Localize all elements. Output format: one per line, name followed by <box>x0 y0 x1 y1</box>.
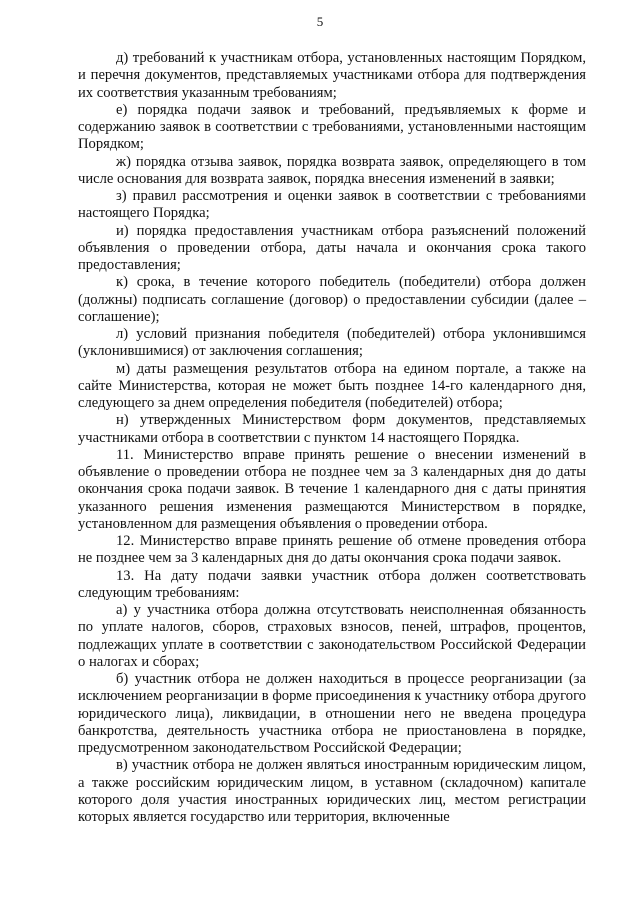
paragraph-item-m: м) даты размещения результатов отбора на едином портале, а также на сайте Министерства, которая не может быть позднее 14-го календарного дня, следующего за днем определения победителя (победителей) отбора; <box>78 360 586 411</box>
paragraph-clause-11: 11. Министерство вправе принять решение о внесении изменений в объявление о проведении отбора не позднее чем за 3 календарных дня до даты окончания срока подачи заявок. В течение 1 календарного дня с даты принятия указанного решения изменения размещаются Министерством в порядке, установленном для размещения объявления о проведении отбора. <box>78 446 586 532</box>
paragraph-item-k: к) срока, в течение которого победитель (победители) отбора должен (должны) подписать соглашение (договор) о предоставлении субсидии (далее – соглашение); <box>78 274 586 325</box>
paragraph-item-d: д) требований к участникам отбора, установленных настоящим Порядком, и перечня документов, представляемых участниками отбора для подтверждения их соответствия указанным требованиям; <box>78 50 586 101</box>
paragraph-clause-12: 12. Министерство вправе принять решение об отмене проведения отбора не позднее чем за 3 календарных дня до даты окончания срока подачи заявок. <box>78 533 586 567</box>
paragraph-requirement-a: а) у участника отбора должна отсутствовать неисполненная обязанность по уплате налогов, сборов, страховых взносов, пеней, штрафов, процентов, подлежащих уплате в соответствии с законодательством Российской Федерации о налогах и сборах; <box>78 602 586 670</box>
paragraph-item-e: е) порядка подачи заявок и требований, предъявляемых к форме и содержанию заявок в соответствии с требованиями, установленными настоящим Порядком; <box>78 101 586 153</box>
paragraph-item-z: з) правил рассмотрения и оценки заявок в соответствии с требованиями настоящего Порядка; <box>78 188 586 222</box>
paragraph-requirement-v: в) участник отбора не должен являться иностранным юридическим лицом, а также российским юридическим лицом, в уставном (складочном) капитале которого доля участия иностранных юридических лиц, местом регистрации которых является государство или территория, включенные <box>78 757 586 825</box>
paragraph-item-zh: ж) порядка отзыва заявок, порядка возврата заявок, определяющего в том числе основания для возврата заявок, порядка внесения изменений в заявки; <box>78 153 586 187</box>
paragraph-item-l: л) условий признания победителя (победителей) отбора уклонившимся (уклонившимися) от заключения соглашения; <box>78 326 586 360</box>
paragraph-requirement-b: б) участник отбора не должен находиться в процессе реорганизации (за исключением реорганизации в форме присоединения к участнику отбора другого юридического лица), ликвидации, в отношении него не введена процедура банкротства, деятельность участника отбора не приостановлена в порядке, предусмотренном законодательством Российской Федерации; <box>78 671 586 756</box>
paragraph-item-i: и) порядка предоставления участникам отбора разъяснений положений объявления о проведении отбора, даты начала и окончания срока такого предоставления; <box>78 222 586 273</box>
paragraph-item-n: н) утвержденных Министерством форм документов, представляемых участниками отбора в соответствии с пунктом 14 настоящего Порядка. <box>78 412 586 446</box>
page-number: 5 <box>316 14 324 29</box>
paragraph-clause-13: 13. На дату подачи заявки участник отбора должен соответствовать следующим требованиям: <box>78 567 586 601</box>
document-body <box>78 50 586 826</box>
